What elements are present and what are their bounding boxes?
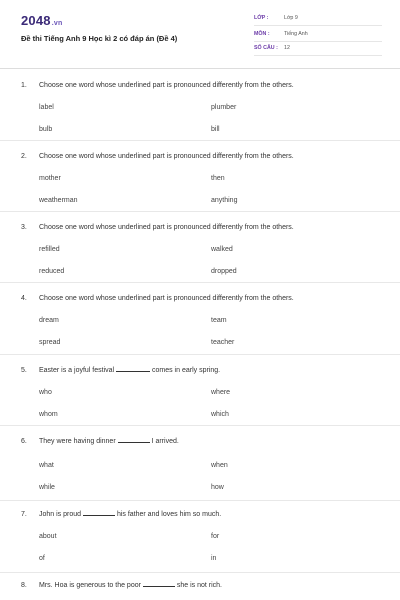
option-a[interactable]: who	[39, 389, 52, 396]
answer-blank	[83, 515, 115, 516]
option-a[interactable]: refilled	[39, 246, 60, 253]
option-b[interactable]: for	[211, 533, 220, 540]
meta-label: SỐ CÂU :	[254, 45, 278, 51]
question-text-after: she is not rich.	[176, 582, 222, 589]
answer-blank	[143, 586, 175, 587]
question-text-after: comes in early spring.	[152, 367, 221, 374]
header-divider	[0, 68, 400, 69]
option-a[interactable]: what	[39, 462, 54, 469]
question-text-after: his father and loves him so much.	[116, 511, 222, 518]
option-d[interactable]: in	[211, 555, 217, 562]
meta-label: LỚP :	[254, 15, 269, 21]
answer-blank	[116, 371, 150, 372]
option-a[interactable]: mother	[39, 175, 61, 182]
question-separator	[0, 211, 400, 212]
question-text	[39, 438, 179, 445]
question-text	[39, 367, 220, 374]
question-separator	[0, 500, 400, 501]
question-separator	[0, 282, 400, 283]
question-text: Choose one word whose underlined part is pronounced differently from the others.	[39, 82, 294, 89]
logo-domain: .vn	[51, 20, 63, 27]
option-a[interactable]: label	[39, 104, 54, 111]
meta-value: Tiếng Anh	[284, 31, 308, 37]
question-text	[39, 511, 221, 518]
question-text-after: I arrived.	[151, 438, 179, 445]
question-text-before: John is proud	[39, 511, 82, 518]
option-c[interactable]: bulb	[39, 126, 53, 133]
meta-value: Lớp 9	[284, 15, 298, 21]
option-a[interactable]: dream	[39, 317, 59, 324]
question-text-before: Easter is a joyful festival	[39, 367, 115, 374]
option-d[interactable]: teacher	[211, 339, 235, 346]
question-number: 7.	[21, 511, 27, 518]
meta-row-count	[254, 42, 382, 56]
answer-blank	[118, 442, 150, 443]
question-number: 3.	[21, 224, 27, 231]
meta-label: MÔN :	[254, 31, 270, 37]
question-text-before: Mrs. Hoa is generous to the poor	[39, 582, 141, 589]
question-number: 4.	[21, 295, 27, 302]
question-number: 8.	[21, 582, 27, 589]
question-number: 1.	[21, 82, 27, 89]
option-b[interactable]: where	[211, 389, 231, 396]
meta-row-class	[254, 12, 382, 26]
question-separator	[0, 354, 400, 355]
question-text: Choose one word whose underlined part is pronounced differently from the others.	[39, 224, 294, 231]
question-text: Choose one word whose underlined part is pronounced differently from the others.	[39, 295, 294, 302]
page-header	[0, 0, 400, 70]
option-d[interactable]: anything	[211, 197, 238, 204]
option-c[interactable]: while	[39, 484, 55, 491]
question-separator	[0, 425, 400, 426]
option-b[interactable]: then	[211, 175, 225, 182]
question-number: 5.	[21, 367, 27, 374]
question-separator	[0, 572, 400, 573]
option-c[interactable]: weatherman	[39, 197, 78, 204]
question-text-before: They were having dinner	[39, 438, 116, 445]
option-c[interactable]: spread	[39, 339, 61, 346]
question-number: 2.	[21, 153, 27, 160]
logo-text: 2048	[21, 13, 51, 28]
option-c[interactable]: reduced	[39, 268, 65, 275]
exam-title: Đề thi Tiếng Anh 9 Học kì 2 có đáp án (Đề 4)	[21, 34, 178, 43]
option-b[interactable]: plumber	[211, 104, 237, 111]
option-c[interactable]: whom	[39, 411, 58, 418]
option-b[interactable]: team	[211, 317, 227, 324]
question-number: 6.	[21, 438, 27, 445]
option-b[interactable]: walked	[211, 246, 233, 253]
option-a[interactable]: about	[39, 533, 57, 540]
meta-value: 12	[284, 45, 290, 51]
option-d[interactable]: dropped	[211, 268, 237, 275]
site-logo[interactable]	[21, 13, 62, 28]
option-d[interactable]: bill	[211, 126, 220, 133]
option-d[interactable]: how	[211, 484, 224, 491]
question-separator	[0, 140, 400, 141]
option-d[interactable]: which	[211, 411, 229, 418]
meta-row-subject	[254, 28, 382, 42]
question-text	[39, 582, 222, 589]
option-b[interactable]: when	[211, 462, 228, 469]
question-text: Choose one word whose underlined part is pronounced differently from the others.	[39, 153, 294, 160]
option-c[interactable]: of	[39, 555, 45, 562]
